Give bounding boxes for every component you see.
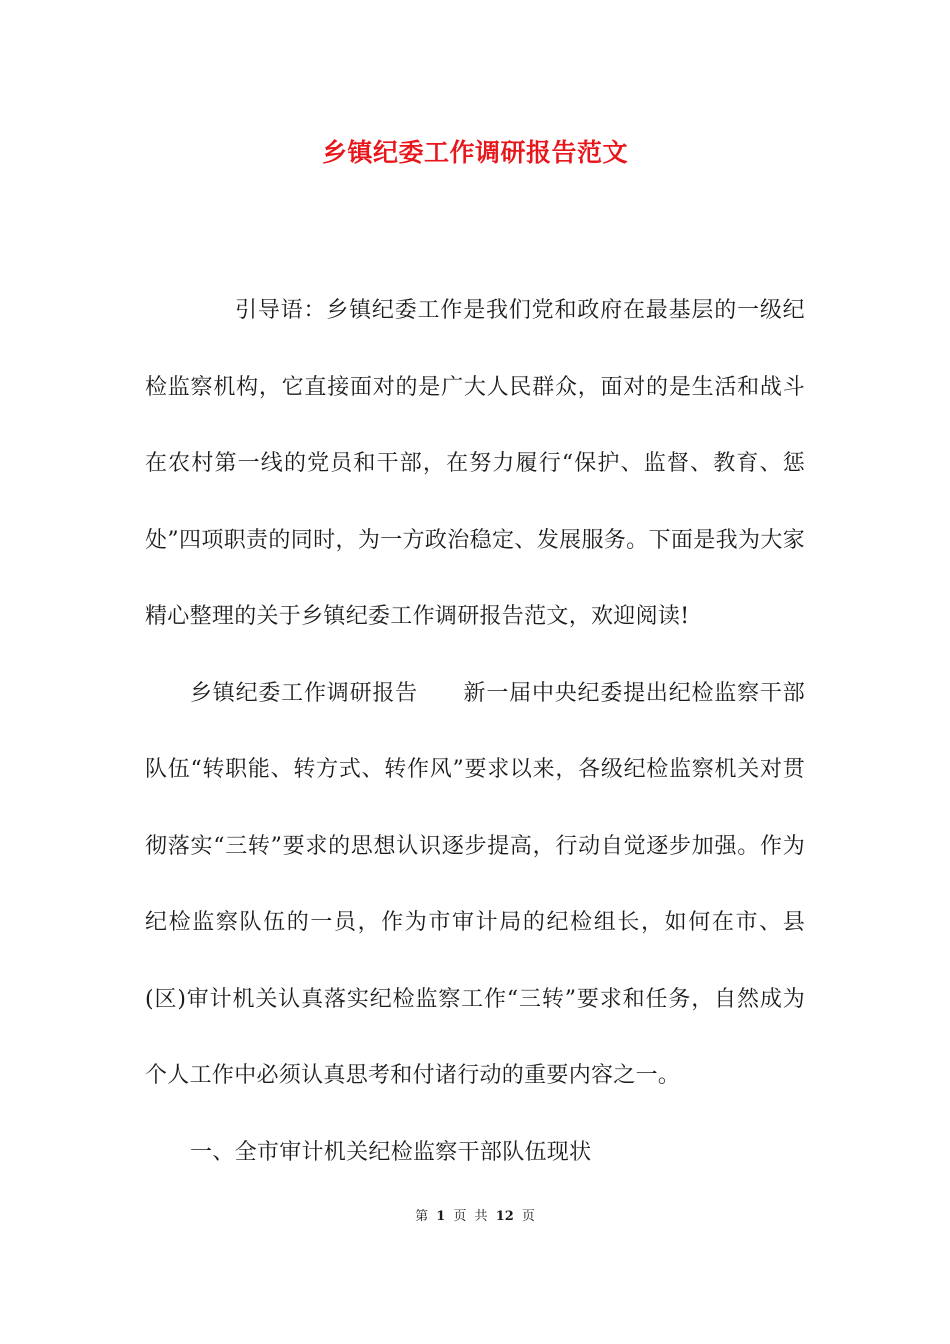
document-body: [145, 273, 805, 1191]
document-title: 乡镇纪委工作调研报告范文: [321, 138, 628, 167]
page-footer: [0, 1207, 950, 1227]
footer-middle: 页 共: [453, 1209, 488, 1224]
intro-paragraph: 引导语：乡镇纪委工作是我们党和政府在最基层的一级纪检监察机构，它直接面对的是广大人民群众，面对的是生活和战斗在农村第一线的党员和干部，在努力履行“保护、监督、教育、惩处”四项职责的同时，为一方政治稳定、发展服务。下面是我为大家精心整理的关于乡镇纪委工作调研报告范文，欢迎阅读!: [145, 298, 805, 629]
footer-suffix: 页: [521, 1209, 535, 1224]
footer-prefix: 第: [415, 1209, 429, 1224]
footer-total-pages: 12: [495, 1209, 514, 1224]
report-paragraph: 乡镇纪委工作调研报告 新一届中央纪委提出纪检监察干部队伍“转职能、转方式、转作风”要求以来，各级纪检监察机关对贯彻落实“三转”要求的思想认识逐步提高，行动自觉逐步加强。作为纪检监察队伍的一员，作为市审计局的纪检组长，如何在市、县(区)审计机关认真落实纪检监察工作“三转”要求和任务，自然成为个人工作中必须认真思考和付诸行动的重要内容之一。: [145, 680, 805, 1088]
section-heading: 一、全市审计机关纪检监察干部队伍现状: [190, 1139, 592, 1165]
footer-page-number: 1: [436, 1209, 446, 1224]
